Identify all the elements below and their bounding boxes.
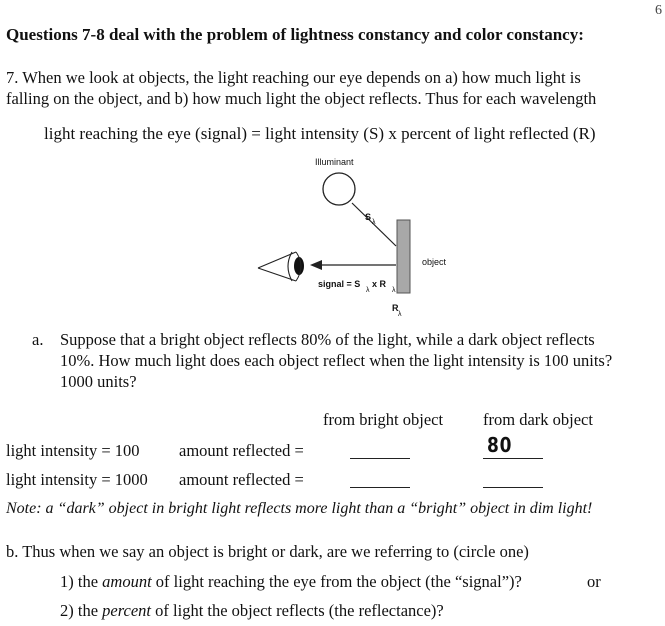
signal-s-lambda: λ [366,287,370,294]
row1-bright-blank[interactable] [350,458,410,459]
row1-dark-answer: 80 [487,433,513,457]
option-1-post: of light reaching the eye from the object (the “signal”)? [151,572,522,591]
illuminant-circle [323,173,355,205]
page-number: 6 [655,3,662,18]
or-text: or [587,572,601,591]
note: Note: a “dark” object in bright light reflects more light than a “bright” object in dim light! [6,500,593,517]
row2-bright-blank[interactable] [350,487,410,488]
part-a-line-2: 10%. How much light does each object reflect when the light intensity is 100 units? [60,351,613,370]
signal-arrowhead [310,260,322,270]
illuminant-label: Illuminant [315,157,354,167]
part-a-line-3: 1000 units? [60,372,137,391]
option-2-emphasis: percent [102,601,152,620]
option-2[interactable] [60,600,444,621]
col-header-dark: from dark object [483,410,593,429]
signal-r-lambda: λ [392,287,396,294]
page-title: Questions 7-8 deal with the problem of lightness constancy and color constancy: [6,25,584,44]
object-label: object [422,257,447,267]
row1-dark-blank[interactable] [483,458,543,459]
signal-label: signal = S [318,279,361,289]
q7-line-1: 7. When we look at objects, the light reaching our eye depends on a) how much light is [6,68,581,87]
row2-label: amount reflected = [179,470,304,489]
part-a-marker: a. [32,330,44,349]
s-label: S [365,212,372,222]
row1-label: amount reflected = [179,441,304,460]
r-lambda: λ [398,311,402,318]
option-2-pre: 2) the [60,601,103,620]
col-header-bright: from bright object [323,410,444,429]
option-1-pre: 1) the [60,572,103,591]
r-label: R [392,303,399,313]
row2-intensity: light intensity = 1000 [6,470,148,489]
signal-x-r: x R [372,279,387,289]
object-block [397,220,410,293]
option-1[interactable] [60,571,522,592]
part-a-line-1: Suppose that a bright object reflects 80% of the light, while a dark object reflects [60,330,595,349]
row2-dark-blank[interactable] [483,487,543,488]
s-lambda: λ [372,219,376,226]
eye-icon [258,252,304,281]
part-b-question: b. Thus when we say an object is bright or dark, are we referring to (circle one) [6,542,529,561]
q7-line-2: falling on the object, and b) how much light the object reflects. Thus for each wavelength [6,89,597,108]
option-1-emphasis: amount [102,572,152,591]
signal-formula: light reaching the eye (signal) = light intensity (S) x percent of light reflected (R) [44,124,596,143]
option-2-post: of light the object reflects (the reflectance)? [151,601,444,620]
row1-intensity: light intensity = 100 [6,441,140,460]
